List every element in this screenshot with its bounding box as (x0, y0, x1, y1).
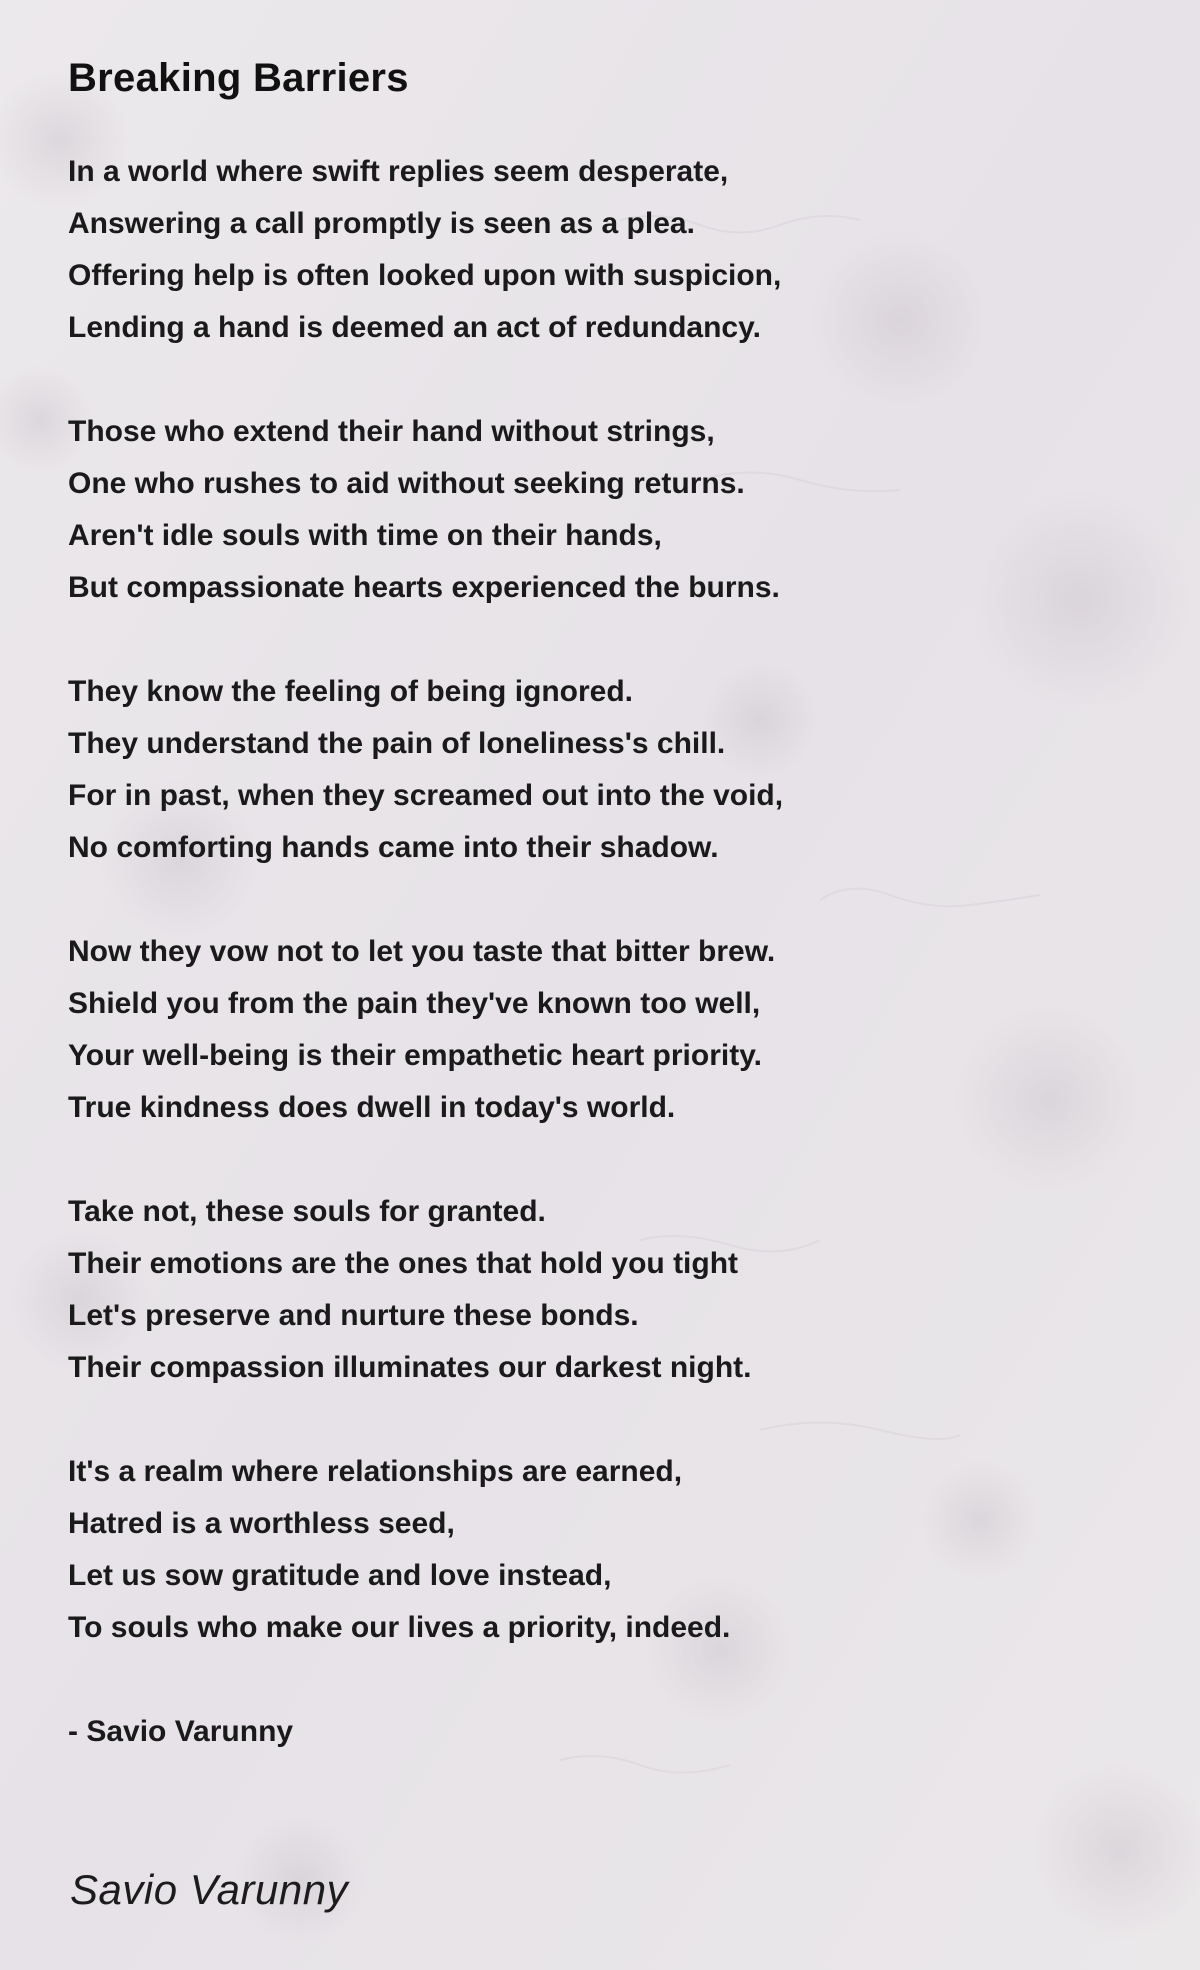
poem-title: Breaking Barriers (68, 56, 409, 100)
poem-line: Shield you from the pain they've known too well, (68, 987, 761, 1020)
stanza (68, 926, 1128, 1134)
poem-line: In a world where swift replies seem desperate, (68, 155, 729, 188)
poem-line: For in past, when they screamed out into the void, (68, 779, 784, 812)
poem-line: Their emotions are the ones that hold you tight (68, 1247, 739, 1280)
stanza (68, 1446, 1128, 1654)
stanza (68, 1186, 1128, 1394)
poem-line: Those who extend their hand without strings, (68, 415, 715, 448)
poem-line: Lending a hand is deemed an act of redundancy. (68, 311, 761, 344)
poem-line: Now they vow not to let you taste that bitter brew. (68, 935, 776, 968)
poem-line: Your well-being is their empathetic heart priority. (68, 1039, 763, 1072)
poem-byline: - Savio Varunny (68, 1715, 294, 1748)
poem-line: They know the feeling of being ignored. (68, 675, 634, 708)
poem-line: Hatred is a worthless seed, (68, 1507, 455, 1540)
poem-line: Their compassion illuminates our darkest night. (68, 1351, 752, 1384)
poem-line: Let's preserve and nurture these bonds. (68, 1299, 639, 1332)
poem-line: But compassionate hearts experienced the burns. (68, 571, 780, 604)
poem-content (68, 50, 1128, 1758)
poem-line: To souls who make our lives a priority, indeed. (68, 1611, 731, 1644)
poem-body (68, 146, 1128, 1758)
stanza (68, 146, 1128, 354)
poem-line: Aren't idle souls with time on their hands, (68, 519, 662, 552)
poem-line: One who rushes to aid without seeking returns. (68, 467, 745, 500)
poem-line: Offering help is often looked upon with suspicion, (68, 259, 782, 292)
poem-line: It's a realm where relationships are earned, (68, 1455, 683, 1488)
poem-line: No comforting hands came into their shadow. (68, 831, 719, 864)
author-signature: Savio Varunny (70, 1866, 349, 1913)
stanza (68, 406, 1128, 614)
poem-line: True kindness does dwell in today's world. (68, 1091, 676, 1124)
stanza (68, 666, 1128, 874)
poem-line: Answering a call promptly is seen as a plea. (68, 207, 695, 240)
poem-line: They understand the pain of loneliness's chill. (68, 727, 726, 760)
poem-line: Take not, these souls for granted. (68, 1195, 546, 1228)
poem-line: Let us sow gratitude and love instead, (68, 1559, 612, 1592)
